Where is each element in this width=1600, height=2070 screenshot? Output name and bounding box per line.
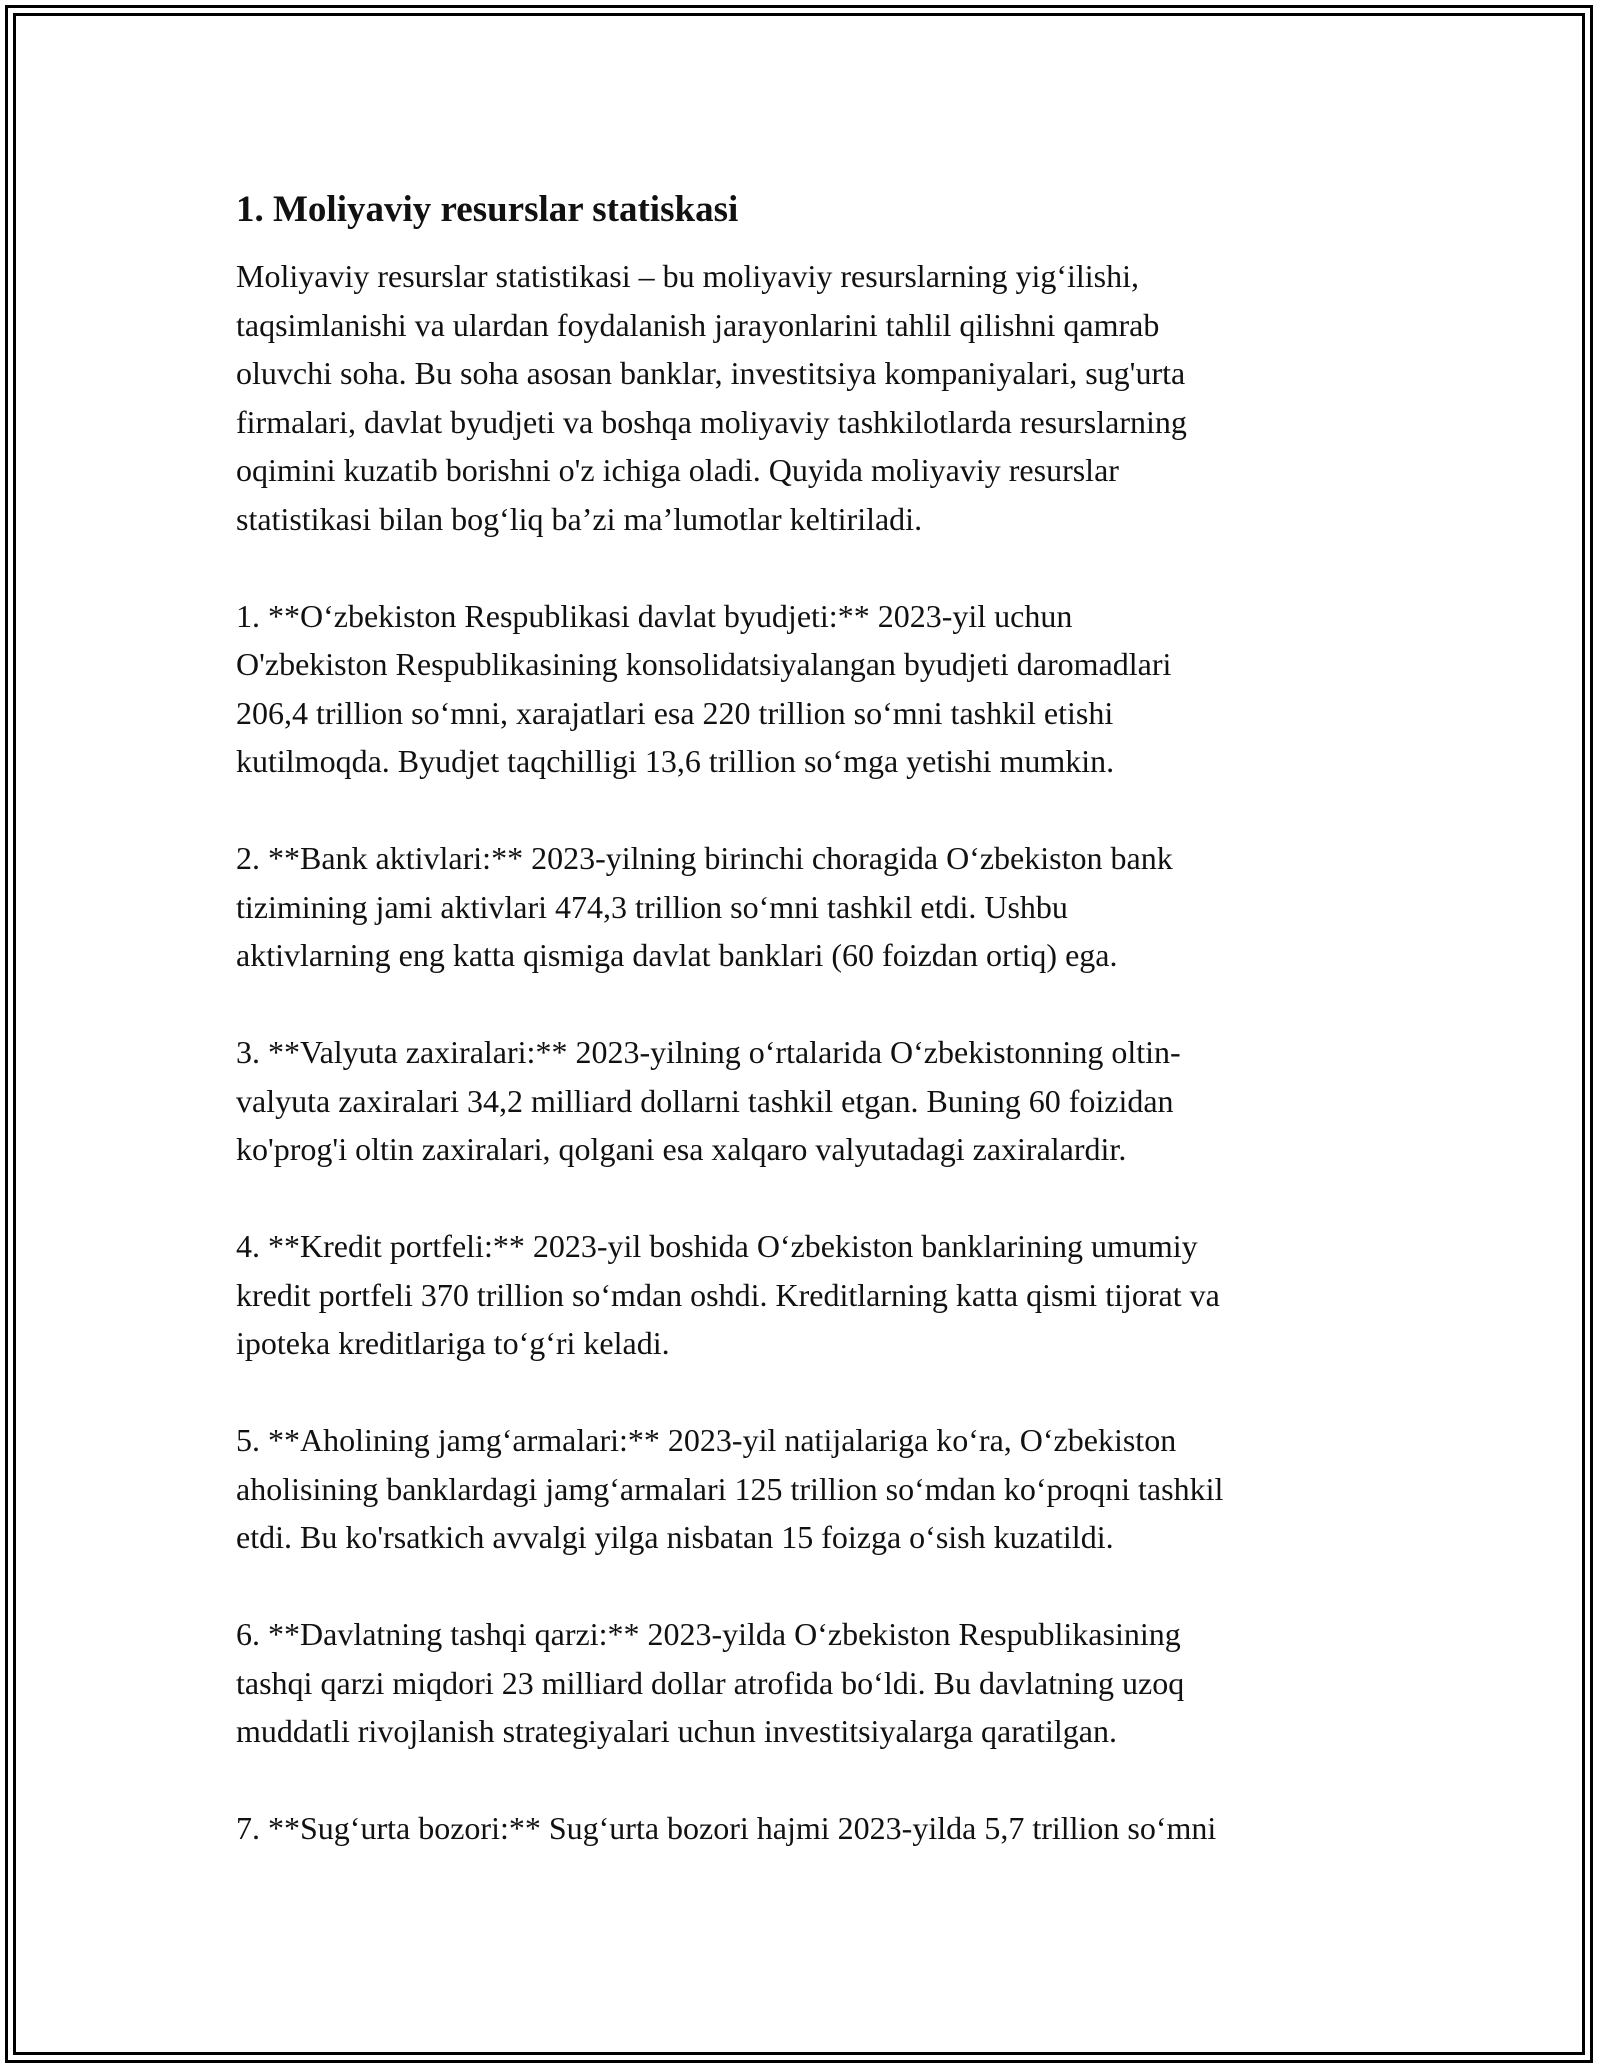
- text-line: 5. **Aholining jamg‘armalari:** 2023-yil natijalariga ko‘ra, O‘zbekiston: [236, 1422, 1177, 1458]
- text-line: muddatli rivojlanish strategiyalari uchun investitsiyalarga qaratilgan.: [236, 1713, 1117, 1749]
- text-line: ipoteka kreditlariga to‘g‘ri keladi.: [236, 1325, 670, 1361]
- text-line: oqimini kuzatib borishni o'z ichiga oladi. Quyida moliyaviy resurslar: [236, 452, 1119, 488]
- text-line: 1. **O‘zbekiston Respublikasi davlat byudjeti:** 2023-yil uchun: [236, 597, 1073, 634]
- text-line: firmalari, davlat byudjeti va boshqa moliyaviy tashkilotlarda resurslarning: [236, 403, 1187, 440]
- document-body: [236, 186, 1386, 1901]
- text-line: taqsimlanishi va ulardan foydalanish jarayonlarini tahlil qilishni qamrab: [236, 306, 1160, 343]
- text-line: tashqi qarzi miqdori 23 milliard dollar atrofida bo‘ldi. Bu davlatning uzoq: [236, 1664, 1185, 1701]
- item-bank-assets-paragraph: [236, 834, 1386, 980]
- text-line: 4. **Kredit portfeli:** 2023-yil boshida O‘zbekiston banklarining umumiy: [236, 1228, 1198, 1264]
- item-external-debt-paragraph: [236, 1610, 1386, 1756]
- text-line: 6. **Davlatning tashqi qarzi:** 2023-yilda O‘zbekiston Respublikasining: [236, 1616, 1181, 1652]
- text-line: statistikasi bilan bog‘liq ba’zi ma’lumotlar keltiriladi.: [236, 500, 923, 537]
- text-line: aholisining banklardagi jamg‘armalari 125 trillion so‘mdan ko‘proqni tashkil: [236, 1470, 1224, 1507]
- item-insurance-paragraph: [236, 1804, 1386, 1853]
- text-line: 7. **Sug‘urta bozori:** Sug‘urta bozori hajmi 2023-yilda 5,7 trillion so‘mni: [236, 1810, 1217, 1846]
- text-line: valyuta zaxiralari 34,2 milliard dollarni tashkil etgan. Buning 60 foizidan: [236, 1082, 1174, 1119]
- item-currency-reserves-paragraph: [236, 1028, 1386, 1174]
- text-line: ko'prog'i oltin zaxiralari, qolgani esa xalqaro valyutadagi zaxiralardir.: [236, 1131, 1127, 1167]
- text-line: 3. **Valyuta zaxiralari:** 2023-yilning o‘rtalarida O‘zbekistonning oltin-: [236, 1034, 1181, 1070]
- text-line: tizimining jami aktivlari 474,3 trillion so‘mni tashkil etdi. Ushbu: [236, 888, 1068, 925]
- intro-paragraph: [236, 252, 1386, 543]
- text-line: 206,4 trillion so‘mni, xarajatlari esa 220 trillion so‘mni tashkil etishi: [236, 694, 1114, 731]
- text-line: O'zbekiston Respublikasining konsolidatsiyalangan byudjeti daromadlari: [236, 646, 1172, 682]
- text-line: aktivlarning eng katta qismiga davlat banklari (60 foizdan ortiq) ega.: [236, 937, 1118, 973]
- item-credit-portfolio-paragraph: [236, 1222, 1386, 1368]
- text-line: oluvchi soha. Bu soha asosan banklar, investitsiya kompaniyalari, sug'urta: [236, 355, 1186, 391]
- item-budget-paragraph: [236, 592, 1386, 786]
- item-savings-paragraph: [236, 1416, 1386, 1562]
- text-line: 2. **Bank aktivlari:** 2023-yilning birinchi choragida O‘zbekiston bank: [236, 840, 1173, 876]
- text-line: kredit portfeli 370 trillion so‘mdan oshdi. Kreditlarning katta qismi tijorat va: [236, 1276, 1220, 1313]
- section-heading: 1. Moliyaviy resurslar statiskasi: [236, 189, 739, 230]
- text-line: kutilmoqda. Byudjet taqchilligi 13,6 trillion so‘mga yetishi mumkin.: [236, 743, 1115, 779]
- text-line: etdi. Bu ko'rsatkich avvalgi yilga nisbatan 15 foizga o‘sish kuzatildi.: [236, 1519, 1114, 1555]
- text-line: Moliyaviy resurslar statistikasi – bu moliyaviy resurslarning yig‘ilishi,: [236, 258, 1139, 294]
